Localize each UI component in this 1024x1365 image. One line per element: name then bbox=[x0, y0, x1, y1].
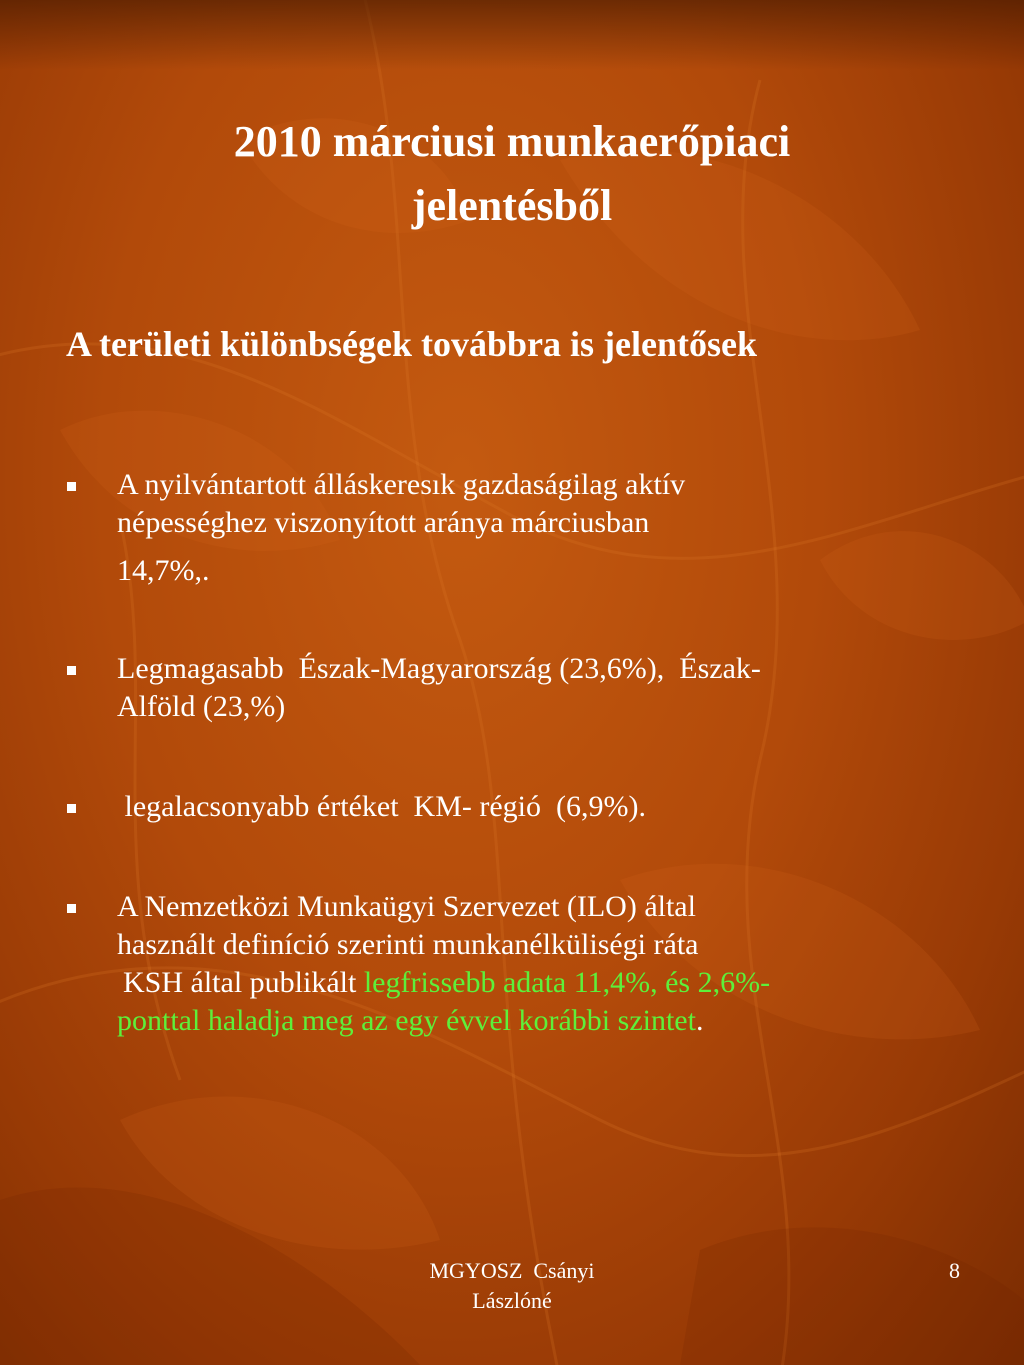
bullet-4-highlight-text: legfrissebb adata 11,4%, és 2,6%- bbox=[363, 966, 771, 999]
bullet-4-plain-text: KSH által publikált bbox=[123, 966, 364, 999]
bullet-1-line-1: A nyilvántartott álláskeresık gazdaságilag aktív bbox=[117, 468, 686, 501]
top-shade bbox=[0, 0, 1024, 70]
square-bullet-icon bbox=[67, 804, 76, 813]
footer-author-line2: Lászlóné bbox=[472, 1288, 552, 1313]
bullet-item-3 bbox=[62, 788, 962, 826]
bullet-item-2 bbox=[62, 650, 962, 726]
bullet-4-line-4 bbox=[117, 1002, 962, 1040]
square-bullet-icon bbox=[67, 904, 76, 913]
bullet-1-line-2: népességhez viszonyított aránya márciusban bbox=[117, 506, 650, 539]
bullet-4-period: . bbox=[695, 1004, 704, 1037]
square-bullet-icon bbox=[67, 482, 76, 491]
slide-subtitle: A területi különbségek továbbra is jelentősek bbox=[66, 324, 758, 364]
bullet-4-highlight-text-2: ponttal haladja meg az egy évvel korábbi szintet bbox=[117, 1004, 696, 1037]
slide-title-line1: 2010 márciusi munkaerőpiaci bbox=[233, 117, 791, 166]
slide-title bbox=[0, 110, 1024, 238]
footer-author-line1: MGYOSZ Csányi bbox=[429, 1258, 595, 1283]
bullet-1-line-3: 14,7%,. bbox=[117, 554, 210, 587]
page-number: 8 bbox=[949, 1258, 960, 1283]
bullet-4-line-3 bbox=[117, 964, 962, 1002]
footer-author bbox=[390, 1256, 634, 1316]
bullet-4-line-2: használt definíció szerinti munkanélküliségi ráta bbox=[117, 928, 699, 961]
bullet-item-1 bbox=[62, 466, 962, 590]
bullet-item-4 bbox=[62, 888, 962, 1040]
bullet-list bbox=[62, 466, 962, 1040]
bullet-2-line-1: Legmagasabb Észak-Magyarország (23,6%), Észak- bbox=[117, 652, 761, 685]
bullet-3-text: legalacsonyabb értéket KM- régió (6,9%). bbox=[117, 790, 646, 823]
bullet-2-line-2: Alföld (23,%) bbox=[117, 690, 286, 723]
bullet-4-line-1: A Nemzetközi Munkaügyi Szervezet (ILO) által bbox=[117, 890, 696, 923]
slide-title-line2: jelentésből bbox=[411, 181, 613, 230]
square-bullet-icon bbox=[67, 666, 76, 675]
